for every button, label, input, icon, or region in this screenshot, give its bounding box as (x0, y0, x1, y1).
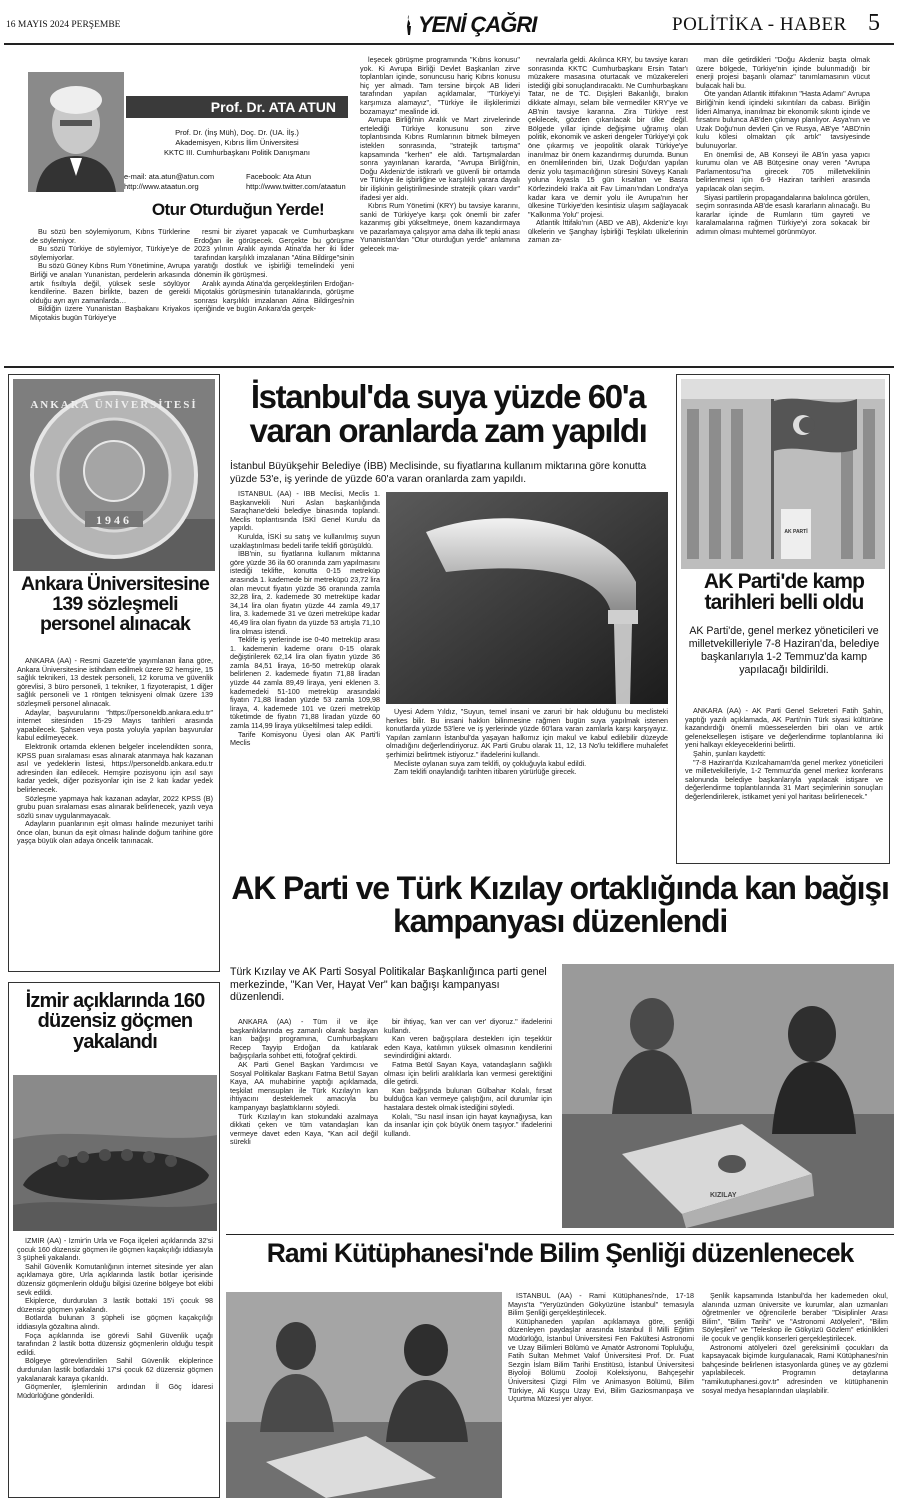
author-box (20, 66, 350, 228)
akparti-kamp-headline: AK Parti'de kamp tarihleri belli oldu (703, 570, 865, 615)
seal-year: 1946 (96, 513, 132, 527)
akparti-building-photo (681, 379, 885, 569)
author-website[interactable]: http://www.ataatun.org (124, 182, 199, 191)
column-article (0, 50, 898, 368)
akparti-building-sign: AK PARTİ (784, 529, 808, 535)
istanbul-lead: İstanbul Büyükşehir Belediye (İBB) Meclisinde, su fiyatlarına kullanım miktarına göre konutta yüzde 53'e, iş yerinde de yüzde 60'a varan oranlarda zam yapıldı. (230, 461, 647, 485)
newspaper-logo (396, 10, 536, 38)
kizilay-logo-label: KIZILAY (710, 1192, 737, 1199)
istanbul-headline: İstanbul'da suya yüzde 60'a varan oranlarda zam yapıldı (249, 378, 647, 449)
kizilay-body-col1: ANKARA (AA) - Tüm il ve ilçe başkanlıklarında eş zamanlı olarak başlayan kan bağışı programına, Cumhurbaşkanı Recep Tayyip Erdoğan da katılarak bağışçılarla sohbet etti, fotoğraf çektirdi. AK Parti Genel Başkan Yardımcısı ve Sosyal Politikalar Başkanı Fatma Betül Sayan Kaya, AA muhabirine yaptığı açıklamada, teşkilat mensupları ile Türk Kızılay'ın kan ihtiyacını desteklemek amacıyla bu kampanyayı başlattıklarını söyledi. Türk Kızılay'ın kan stokundaki azalmaya dikkati çeken ve tüm vatandaşları kan vermeye davet eden Kaya, "Kan acil değil sürekli (230, 1018, 378, 1147)
issue-date: 16 MAYIS 2024 PERŞEMBE (6, 20, 121, 30)
author-name-bar (126, 96, 348, 118)
author-photo (28, 72, 124, 192)
rami-body-col2: Şenlik kapsamında İstanbul'da her kademeden okul, alanında uzman üniversite ve kurumlar, alan uzmanları öğretmenler ve öğrencilerle beraber "Disiplinler Arası Bilim", "Bilim Tarihi" ve "Astronomi Atölyeleri", "Bilim Söyleşileri" ve "Teleskop ile Gökyüzü Gözlem" etkinlikleri ile çocuk ve gençlik konserleri gerçekleştirilecek. Astronomi atölyeleri özel gereksinimli çocukları da kapsayacak biçimde kurgulanacak, Rami Kütüphanesi'nin bahçesinde belirlenen istasyonlarda güneş ve ay gözlemi yapılabilecek. Programın detaylarına "ramikutuphanesi.gov.tr" adresinden ve kütüphanenin sosyal medya hesaplarından ulaşılabilir. (702, 1292, 888, 1395)
istanbul-article (226, 374, 670, 862)
akparti-kamp-article (676, 374, 890, 864)
torch-icon (400, 14, 418, 36)
author-email[interactable]: e-mail: ata.atun@atun.com (124, 172, 215, 181)
column-title: Otur Oturduğun Yerde! (151, 200, 325, 219)
izmir-article (8, 982, 220, 1498)
author-twitter[interactable]: http://www.twitter.com/ataatun (246, 182, 346, 191)
author-title-2: Akademisyen, Kıbrıs İlim Üniversitesi (175, 138, 299, 147)
akparti-kamp-body: ANKARA (AA) - AK Parti Genel Sekreteri Fatih Şahin, yaptığı yazılı açıklamada, AK Parti'nin Türk siyasi kültürüne kazandırdığı önemli müesseselerden biri olan ve artık gelenekselleşen istişare ve değerlendirme toplantılarına iki yeni halkayı ekleyeceklerini belirtti. Şahin, şunları kaydetti: "7-8 Haziran'da Kızılcahamam'da genel merkez yöneticileri ve milletvekilleriyle, 1-2 Temmuz'da genel merkez konferans salonunda belediye başkanlarıyla yapılacak istişare ve değerlendirme toplantılarında 31 Mart seçimlerinin sonuçları değerlendirilerek, istikamet yeni yol haritası belirlenecek." (685, 707, 883, 801)
istanbul-body-col1: İSTANBUL (AA) - İBB Meclisi, Meclis 1. Başkanvekili Nuri Aslan başkanlığında Saraçhane'deki belediye binasında toplandı. Meclis toplantısında İSKİ Genel Kurulu da yapıldı. Kurulda, İSKİ su satış ve kullanılmış suyun uzaklaştırılması bedeli tarife teklifi görüşüldü. İBB'nin, su fiyatlarına kullanım miktarına göre yüzde 36 ila 60 oranında zam yapılmasını istediği teklifte, konutta 0-15 metreküp arasında 1. kademede bir metreküpü 23,72 lira olan mevcut fiyatın yüzde 36 oranında zamla 32,28 lira, 2. kademede 30 metreküpe kadar 34,14 lira olan fiyatın yüzde 44 zamla 49,17 lira, 3. kademede 31 ve üzeri metreküpe kadar 46,49 lira olan fiyatın da yüzde 53 artışla 71,10 lira olması istendi. Teklife iş yerlerinde ise 0-40 metreküp arası 1. kademenin kademe oranı 0-15 olarak değiştirilerek 62,14 lira olan fiyatın yüzde 36 zamla 84,51 liraya, 16-50 metreküp olarak belirlenen 2. kademede fiyatın 71,88 liradan yüzde 44 zamla 89,49 liraya, yeni eklenen 3. kademedeki 51-100 metreküp arasındaki fiyatın 71,88 liradan yüzde 53 zamla 109,98 liraya, 4. kademede 101 ve üzeri metreküp tüketimde de fiyatın 71,88 liradan yüzde 60 zamla 114,99 liraya yükseltilmesi talep edildi. Tarife Komisyonu Üyesi olan AK Parti'li Meclis (230, 490, 380, 748)
ankara-article (8, 374, 220, 972)
ankara-headline: Ankara Üniversitesine 139 sözleşmeli personel alınacak (20, 573, 210, 635)
kizilay-article (226, 866, 894, 1230)
rami-top-rule (226, 1234, 894, 1235)
seal-inscription: ANKARA ÜNİVERSİTESİ (30, 399, 198, 411)
author-title-1: Prof. Dr. (İnş Müh), Doç. Dr. (UA. İlş.) (175, 128, 299, 137)
blood-donation-photo (562, 964, 894, 1228)
kizilay-lead: Türk Kızılay ve AK Parti Sosyal Politikalar Başkanlığınca parti genel merkezinde, "Kan Ver, Hayat Ver" kan bağışı kampanyası düzenlendi. (230, 966, 547, 1003)
izmir-headline: İzmir açıklarında 160 düzensiz göçmen yakalandı (25, 990, 205, 1053)
section-name: POLİTİKA - HABER (672, 14, 847, 35)
column-text-col2: resmi bir ziyaret yapacak ve Cumhurbaşkanı Erdoğan ile görüşecek. Gerçekte bu görüşme 2023 yılının Aralık ayında Atina'da her iki lider tarafından karşılıklı imzalanan "Atina Bildirge"sinin yaratığı dostluk ve işbirliği temelindeki yeni dönemin ilk görüşmesi. Aralık ayında Atina'da gerçekleştirilen Erdoğan-Miçotakis görüşmesinin tutanaklarında, görüşme sonrası karşılıklı imzalanan Atina Bildirgesi'nin içeriğinde ve bugün Ankara'da gerçek- (194, 228, 354, 314)
masthead-rule (4, 43, 894, 45)
column-text-col3: leşecek görüşme programında "Kıbrıs konusu" yok. Ki Avrupa Birliği Devlet Başkanları zirve toplantıları içinde, sonuncusu hariç Kıbrıs konusu hiç yer almadı. Tam tersine birçok AB lideri tarafından yapılan açıklamalar, "Türkiye'yi karşımıza alamayız", "Türkiye ile ilişkilerimizi bozamayız" mealinde idi. Avrupa Birliği'nin Aralık ve Mart zirvelerinde ertelediği Türkiye konusunu son zirve toplantısında Kıbrıs Rumlarının bitmek bilmeyen isteklerı sonrasında, "stratejik tartışma" kapsamında "kerhen" ele aldı. Tartışmalardan sonra yayınlanan kararda, "Avrupa Birliği'nin, Doğu Akdeniz'de istikrarlı ve güvenli bir ortamda ve Türkiye ile işbirliğine ve karşılıklı yarara dayalı bir ilişkinin geliştirilmesinde stratejik çıkarı vardır" ifadesi yer aldı. Kıbrıs Rum Yönetimi (KRY) bu tavsiye kararını, sanki de Türkiye'ye karşı çok önemli bir zafer kazanmış gibi yükseltmeye, önem kazandırmaya ve pazarlamaya çalışıyor ama daha ilk tepki anası Yunanistan'dan "Otur oturduğun yerde" anlamına gelecek ma- (360, 56, 520, 254)
logo-text: YENİ ÇAĞRI (418, 12, 537, 37)
author-name: Prof. Dr. ATA ATUN (210, 99, 336, 115)
kizilay-body-col2: bir ihtiyaç, 'kan ver can ver' diyoruz." ifadelerini kullandı. Kan veren bağışçılara desteklerı için teşekkür eden Kaya, katılımın yüksek olmasının kendilerini sevindirdiğini aktardı. Fatma Betül Sayan Kaya, vatandaşların sağlıklı olması için belirli aralıklarla kan vermesi gerektiğini dile getirdi. Kan bağışında bulunan Gülbahar Kolalı, fırsat bulduğca kan vermeye çalıştığını, acil durumlar için hastalara destek olmak istediğini söyledi. Kolalı, "Su nasıl insan için hayat kaynağıysa, kan da insanlar için çok büyük önem taşıyor." ifadelerini kullandı. (384, 1018, 552, 1138)
author-title-3: KKTC III. Cumhurbaşkanı Politik Danışmanı (164, 148, 310, 157)
ankara-university-photo (13, 379, 215, 571)
column-text-col1: Bu sözü ben söylemiyorum, Kıbrıs Türklerine de söylemiyor. Bu sözü Türkiye de söylemiyor, Türkiye'ye de söylemiyorlar. Bu sözü Güney Kıbrıs Rum Yönetimine, Avrupa Birliği ve anaları Yunanistan, perdelerin arkasında artık fısıltıyla değil, yüksek sesle söylüyor kendilerine. Bazen birlikte, bazen de gerekli olduğu ayrı ayrı zamanlarda… Bildiğin üzere Yunanistan Başbakanı Kriyakos Miçotakis bugün Türkiye'ye (30, 228, 190, 322)
water-tap-photo (386, 492, 668, 704)
migrant-boat-photo (13, 1075, 217, 1231)
rami-event-photo (226, 1292, 502, 1498)
ankara-body: ANKARA (AA) - Resmi Gazete'de yayımlanan ilana göre, Ankara Üniversitesine istihdam edilmek üzere 92 hemşire, 15 sağlık teknikeri, 13 destek personeli, 12 koruma ve güvenlik görevlisi, 3 büro personeli, 1 tekniker, 1 fizyoterapist, 1 diğer sağlık personeli ve 1 röntgen teknisyeni olmak üzere 139 sözleşmeli personel alınacak. Adaylar, başvurularını "https://personeldb.ankara.edu.tr" internet sitesinden 15-29 Mayıs tarihleri arasında yapabilecek. Şahsen veya posta yoluyla yapılan başvurular kabul edilmeyecek. Elektronik ortamda eklenen belgeler incelendikten sonra, KPSS puan sıralaması esas alınarak atanmaya hak kazanan asıl ve yedeklerin listesi, https://personeldb.ankara.edu.tr adresinden ilan edilecek. Hemşire pozisyonu için asıl sayı kadar yedek, diğer pozisyonlar için ise 2 katı kadar yedek belirlenecek. Sözleşme yapmaya hak kazanan adaylar, 2022 KPSS (B) grubu puan sıralaması esas alınarak belirlenecek, yazılı veya sözlü sınav uygulanmayacak. Adayların puanlarının eşit olması halinde mezuniyet tarihi önce olan, bunun da eşit olması halinde doğum tarihine göre yaşça büyük olan adaya öncelik tanınacak. (17, 657, 213, 846)
column-bottom-rule (4, 366, 894, 368)
masthead (0, 0, 898, 46)
rami-body-col1: İSTANBUL (AA) - Rami Kütüphanesi'nde, 17-18 Mayıs'ta "Yeryüzünden Gökyüzüne İstanbul" temasıyla Bilim Şenliği gerçekleştirilecek. Kütüphaneden yapılan açıklamaya göre, şenliği düzenleyen paydaşlar arasında İstanbul İl Milli Eğitim Müdürlüğü, İstanbul Üniversitesi Fen Fakültesi Astronomi ve Uzay Bilimleri Bölümü ve Amatör Astronomi Topluluğu, Fatih Sultan Mehmet Vakıf Üniversitesi Prof. Dr. Fuat Sezgin İslam Bilim Tarihi Enstitüsü, İstanbul Üniversitesi Biyoloji Bölümü Zooloji Koleksiyonu, Bahçeşehir Üniversitesi Çizgi Film ve Animasyon Bölümü, Bilim Türkiye, Ali Kuşçu Uzay Evi, Bilim Gaziosmanpaşa ve Uçurtma Müzesi yer alıyor. (508, 1292, 694, 1404)
column-text-col5: man dile getirdikleri "Doğu Akdeniz başta olmak üzere bölgede, Türkiye'nin içinde bulunmadığı bir enerji projesi başarılı olamaz" tanımlamasının vücut bulacak hali bu. Öte yandan Atlantik ittifakının "Hasta Adamı" Avrupa Birliği'nin kendi içindeki sıkıntıları da cabası. Birliğin lideri Almanya, inanılmaz bir ekonomik sıkıntı içinde ve fırsatını bulunca AB'den çıkmayı planlıyor. Asya'nın ve Uzak Doğu'nun devleri Çin ve Rusya, AB'ye "ABD'nin kulu kölesi olmaktan çık artık" tavsiyesinde bulunuyorlar. En önemlisi de, AB Konseyi ile AB'in yasa yapıcı kurumu olan ve AB Bütçesine onay veren "Avrupa Parlamentosu"na girecek 705 milletvekilinin belirlenmesi için 6-9 Haziran tarihleri arasında yapılacak olan seçim. Siyasi partilerin propagandalarına bakılınca görülen, seçim sonrasında AB'de esaslı kararların alınacağı. Bu kararlar içinde de Rumların tüm gayreti ve karalamalarına rağmen Türkiye'yi zora sokacak bir adımın olması muhtemel görünmüyor. (696, 56, 870, 236)
rami-article (226, 1234, 894, 1502)
akparti-kamp-lead: AK Parti'de, genel merkez yöneticileri ve milletvekilleriyle 7-8 Haziran'da, belediye başkanlarıyla 1-2 Temmuz'da kamp yapılacağı bildirildi. (688, 625, 880, 676)
izmir-body: İZMİR (AA) - İzmir'in Urla ve Foça ilçeleri açıklarında 32'si çocuk 160 düzensiz göçmen ile göçmen kaçakçılığı iddiasıyla 3 şüpheli yakalandı. Sahil Güvenlik Komutanlığının internet sitesinde yer alan açıklamaya göre, Urla açıklarında lastik botlar içerisinde düzensiz göçmenlerin olduğu bilgisi üzerine bölgeye bot ekibi sevk edildi. Ekiplerce, durdurulan 3 lastik bottaki 15'i çocuk 98 düzensiz göçmen yakalandı. Botlarda bulunan 3 şüpheli ise göçmen kaçakçılığı iddiasıyla gözaltına alındı. Foça açıklarında ise görevli Sahil Güvenlik uçağı tarafından 2 lastik botta düzensiz göçmenlerin olduğu tespit edildi. Bölgeye görevlendirilen Sahil Güvenlik ekiplerince durdurulan lastik botlardaki 17'si çocuk 62 düzensiz göçmen yakalanarak karaya çıkarıldı. Göçmenler, işlemlerinin ardından İl Göç İdaresi Müdürlüğüne gönderildi. (17, 1237, 213, 1400)
istanbul-body-col2: Üyesi Adem Yıldız, "Suyun, temel insani ve zaruri bir hak olduğunu bu meclisteki herkes bilir. Bu insani hakkın bilinmesine rağmen bugün suya yapılmak istenen konutlarda yüzde 53'lere ve iş yerlerinde yüzde 60'lara varan zamlarla karşı karşıyayız. Yapılan zamların İstanbul'da yaşayan halkımız için makul ve kabul edilebilir düzeyde olmadığını değerlendiriyoruz. AK Parti Grubu olarak 11, 12, 13 No'lu tekliflere muhalefet şerhimizi belirtmek istiyoruz." ifadelerini kullandı. Mecliste oylanan suya zam teklifi, oy çokluğuyla kabul edildi. Zam teklifi onaylandığı tarihten itibaren yürürlüğe girecek. (386, 708, 668, 777)
column-text-col4: nevralarla geldi. Akılınca KRY, bu tavsiye kararı sonrasında KKTC Cumhurbaşkanı Ersin Tatar'ı müzakere masasına oturtacak ve müzakereleri istediği gibi sonuçlandıracaktı. Ne Cumhurbaşkanı Tatar, ne de TC. Dışişleri Bakanlığı, bırakın dikkate almayı, selam bile vermediler KRY'ye ve AB'nin tavsiye kararına. Zira Türkiye rest çekilecek, gözden çıkarılacak bir ülke değil. Bölgede yıllar içinde değişime uğramış olan politik, ekonomik ve askeri dengeler Türkiye'yi çok öne çıkarmış ve jeopolitik olarak Türkiye'ye inanılmaz bir önem kazandırmış durumda. Bunun en önemlilerinden biri, Uzak Doğu'dan yapılan deniz yolu taşımacılığının süresini Süveyş Kanalı yoluna kıyasla 15 gün kısaltan ve Basra Körfezindeki Irak'a ait Fav Limanı'ndan Londra'ya kadar kara ve demir yolu ile Avrupa'nın her ülkesine Türkiye'den kesintisiz ulaşım sağlayacak "Kalkınma Yolu" projesi. Atlantik İttifakı'nın (ABD ve AB), Akdeniz'e kıyı ülkelerin ve Şanghay İşbirliği Teşkilatı ülkelerinin zaman za- (528, 56, 688, 245)
page-number: 5 (868, 10, 880, 36)
kizilay-headline: AK Parti ve Türk Kızılay ortaklığında kan bağışı kampanyası düzenlendi (231, 870, 889, 939)
rami-headline: Rami Kütüphanesi'nde Bilim Şenliği düzenlenecek (266, 1238, 854, 1268)
author-facebook[interactable]: Facebook: Ata Atun (246, 172, 312, 181)
